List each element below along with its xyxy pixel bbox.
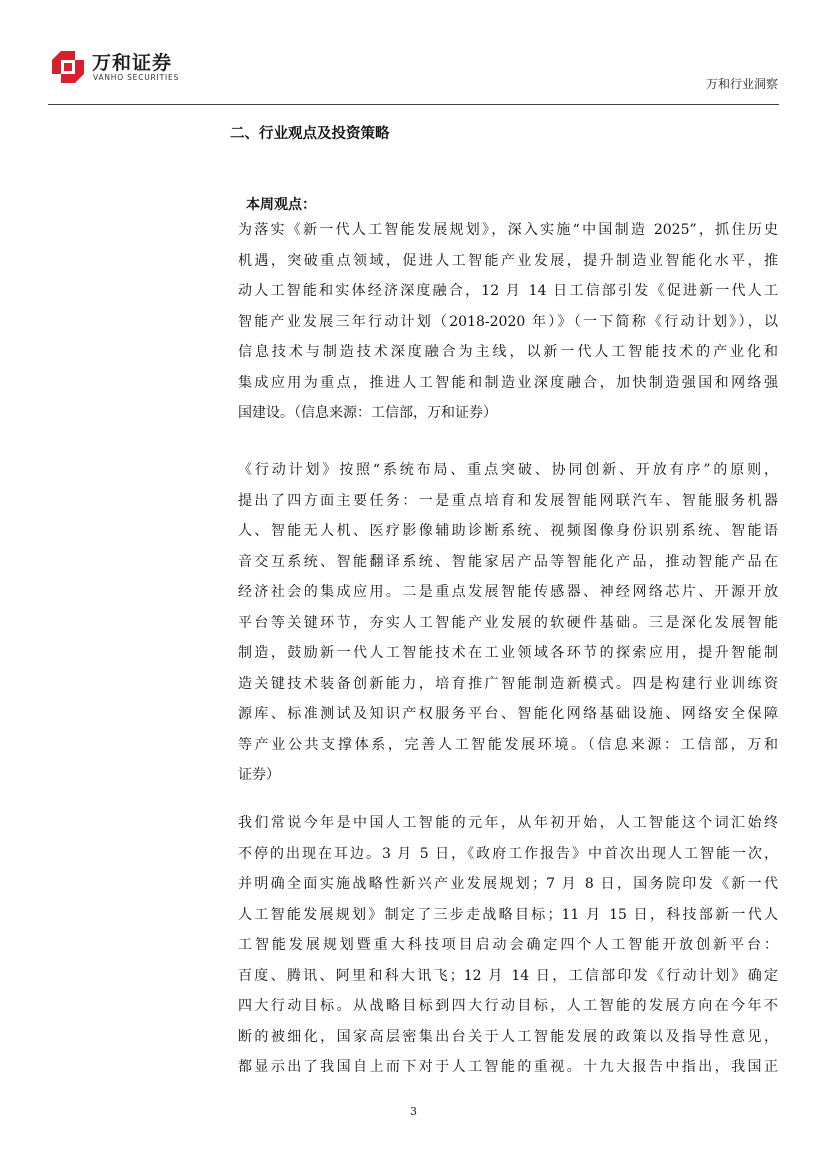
report-series-title: 万和行业洞察 (705, 77, 778, 91)
text-line: 并明确全面实施战略性新兴产业发展规划；7 月 8 日，国务院印发《新一代 (238, 876, 778, 892)
text-line: 我们常说今年是中国人工智能的元年，从年初开始，人工智能这个词汇始终 (238, 815, 778, 831)
text-line: 源库、标准测试及知识产权服务平台、智能化网络基础设施、网络安全保障 (238, 706, 778, 722)
text-line: 集成应用为重点，推进人工智能和制造业深度融合，加快制造强国和网络强 (238, 374, 778, 391)
text-line: 制造，鼓励新一代人工智能技术在工业领域各环节的探索应用，提升智能制 (238, 645, 778, 661)
text-line: 平台等关键环节，夯实人工智能产业发展的软硬件基础。三是深化发展智能 (238, 614, 778, 631)
text-line: 都显示出了我国自上而下对于人工智能的重视。十九大报告中指出，我国正 (238, 1059, 778, 1075)
text-line: 证券） (238, 767, 280, 783)
text-line: 不停的出现在耳边。3 月 5 日，《政府工作报告》中首次出现人工智能一次， (238, 845, 778, 862)
text-line: 智能产业发展三年行动计划（2018-2020 年）》（一下简称《行动计划》），以 (238, 313, 778, 330)
text-line: 信息技术与制造技术深度融合为主线，以新一代人工智能技术的产业化和 (238, 344, 778, 360)
text-line: 断的被细化，国家高层密集出台关于人工智能发展的政策以及指导性意见， (238, 1028, 778, 1045)
text-line: 为落实《新一代人工智能发展规划》，深入实施“中国制造 2025”，抓住历史 (238, 222, 778, 238)
section-heading: 二、行业观点及投资策略 (230, 126, 390, 142)
text-line: 音交互系统、智能翻译系统、智能家居产品等智能化产品，推动智能产品在 (238, 553, 778, 570)
logo-mark-icon (48, 47, 88, 87)
sub-heading: 本周观点： (246, 197, 316, 213)
text-line: 动人工智能和实体经济深度融合，12 月 14 日工信部引发《促进新一代人工 (238, 283, 778, 299)
company-logo (48, 47, 188, 87)
logo-chinese-name: 万和证券 (92, 52, 173, 74)
text-line: 经济社会的集成应用。二是重点发展智能传感器、神经网络芯片、开源开放 (238, 584, 778, 600)
text-line: 百度、腾讯、阿里和科大讯飞；12 月 14 日，工信部印发《行动计划》确定 (238, 967, 778, 984)
text-line: 人、智能无人机、医疗影像辅助诊断系统、视频图像身份识别系统、智能语 (238, 523, 778, 539)
paragraph-1 (238, 215, 778, 429)
header-divider (48, 104, 779, 105)
text-line: 机遇，突破重点领域，促进人工智能产业发展，提升制造业智能化水平，推 (238, 252, 778, 269)
text-line: 国建设。（信息来源：工信部，万和证券） (238, 405, 497, 421)
paragraph-2 (238, 455, 778, 791)
text-line: 《行动计划》按照“系统布局、重点突破、协同创新、开放有序”的原则， (238, 462, 778, 478)
page-number: 3 (410, 1105, 417, 1118)
text-line: 提出了四方面主要任务：一是重点培育和发展智能网联汽车、智能服务机器 (238, 492, 778, 509)
paragraph-3 (238, 808, 778, 1083)
page-header (0, 0, 827, 106)
text-line: 四大行动目标。从战略目标到四大行动目标，人工智能的发展方向在今年不 (238, 998, 778, 1014)
text-line: 人工智能发展规划》制定了三步走战略目标；11 月 15 日，科技部新一代人 (238, 906, 778, 923)
text-line: 等产业公共支撑体系，完善人工智能发展环境。（信息来源：工信部，万和 (238, 736, 778, 753)
text-line: 工智能发展规划暨重大科技项目启动会确定四个人工智能开放创新平台： (238, 937, 778, 953)
logo-english-name: VANHO SECURITIES (93, 73, 180, 82)
text-line: 造关键技术装备创新能力，培育推广智能制造新模式。四是构建行业训练资 (238, 675, 778, 692)
